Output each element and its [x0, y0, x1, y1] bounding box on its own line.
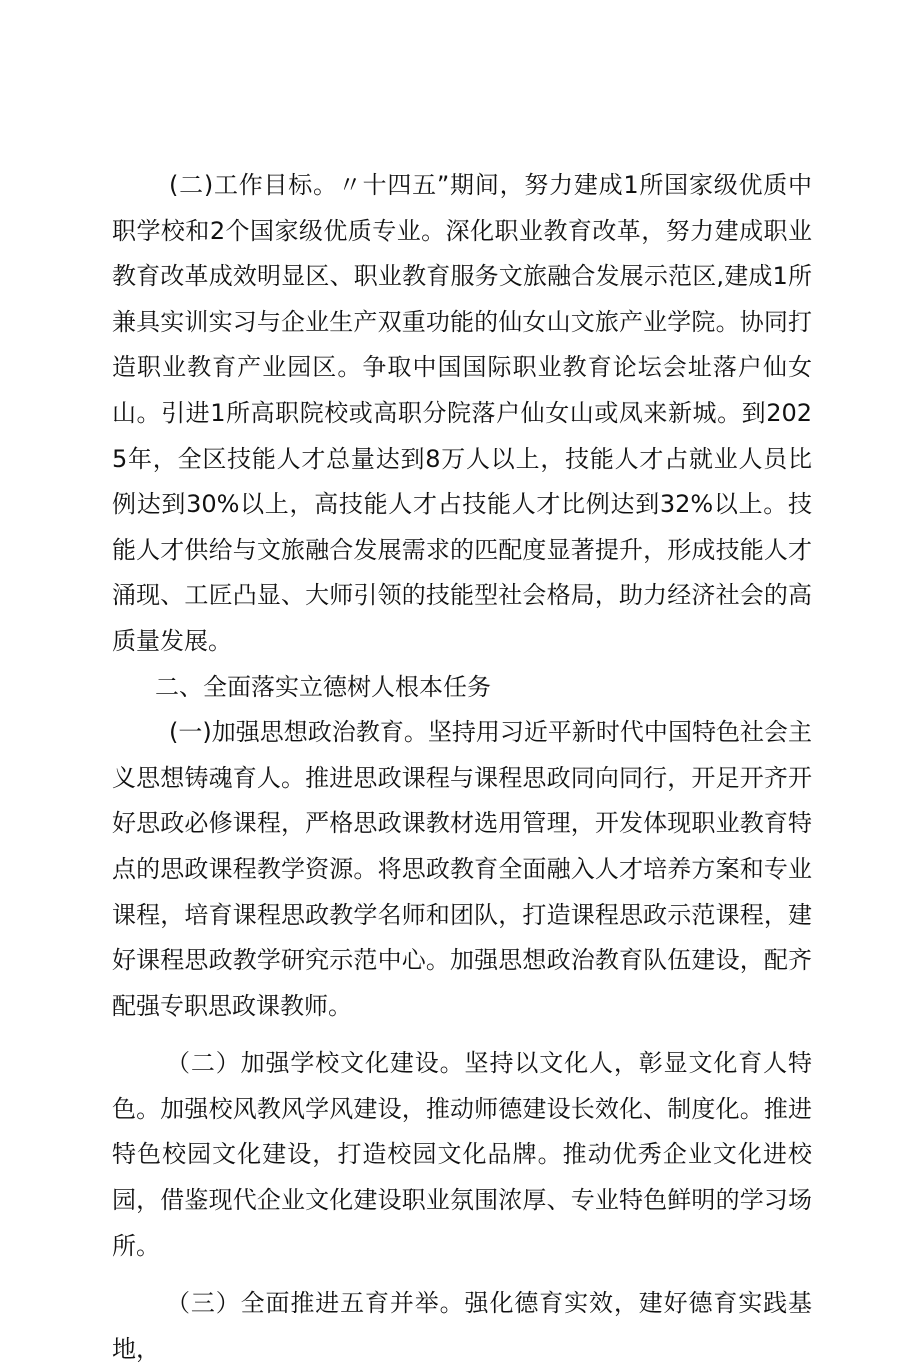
paragraph-work-goals: (二)工作目标。〃十四五”期间，努力建成1所国家级优质中职学校和2个国家级优质专业。深化职业教育改革，努力建成职业教育改革成效明显区、职业教育服务文旅融合发展示范区,建成1所兼具实训实习与企业生产双重功能的仙女山文旅产业学院。协同打造职业教育产业园区。争取中国国际职业教育论坛会址落户仙女山。引进1所高职院校或高职分院落户仙女山或凤来新城。到2025年，全区技能人才总量达到8万人以上，技能人才占就业人员比例达到30%以上，高技能人才占技能人才比例达到32%以上。技能人才供给与文旅融合发展需求的匹配度显著提升，形成技能人才涌现、工匠凸显、大师引领的技能型社会格局，助力经济社会的高质量发展。: [112, 171, 812, 655]
section-heading: 二、全面落实立德树人根本任务: [155, 672, 491, 701]
paragraph-ideological-education: (一)加强思想政治教育。坚持用习近平新时代中国特色社会主义思想铸魂育人。推进思政课程与课程思政同向同行，开足开齐开好思政必修课程，严格思政课教材选用管理，开发体现职业教育特点的思政课程教学资源。将思政教育全面融入人才培养方案和专业课程，培育课程思政教学名师和团队，打造课程思政示范课程，建好课程思政教学研究示范中心。加强思想政治教育队伍建设，配齐配强专职思政课教师。: [112, 718, 812, 1020]
paragraph-school-culture: （二）加强学校文化建设。坚持以文化人，彰显文化育人特色。加强校风教风学风建设，推动师德建设长效化、制度化。推进特色校园文化建设，打造校园文化品牌。推动优秀企业文化进校园，借鉴现代企业文化建设职业氛围浓厚、专业特色鲜明的学习场所。: [112, 1049, 812, 1260]
paragraph-five-education: （三）全面推进五育并举。强化德育实效，建好德育实践基地，: [112, 1289, 812, 1363]
document-body: [112, 163, 812, 1372]
